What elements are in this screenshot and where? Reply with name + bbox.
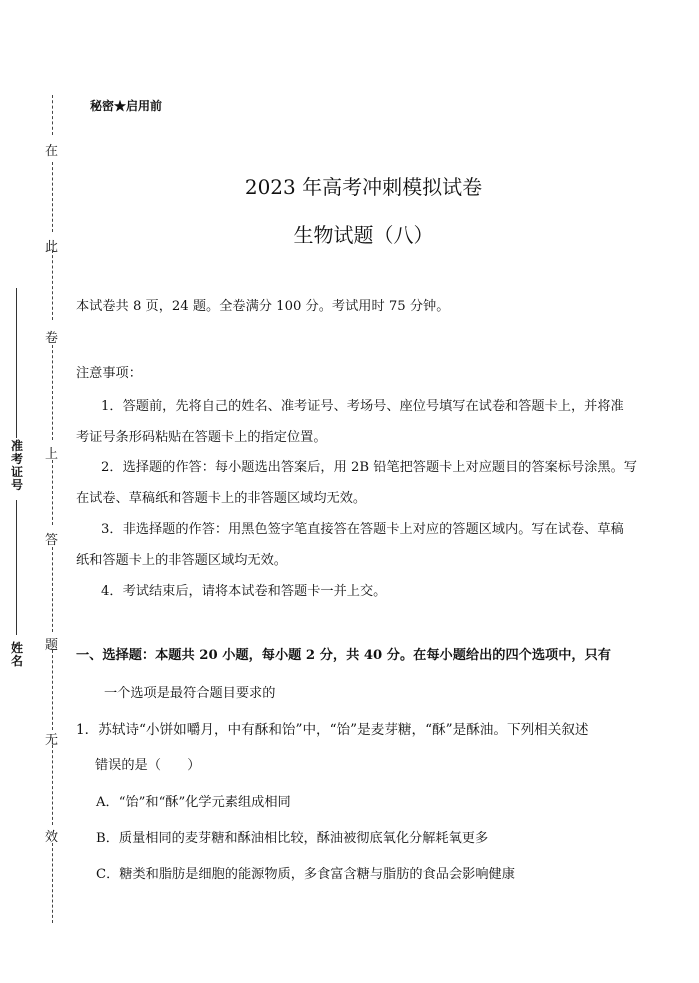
notice-item-3: 3．非选择题的作答：用黑色签字笔直接答在答题卡上对应的答题区域内。写在试卷、草稿 (101, 522, 624, 537)
exam-subtitle: 生物试题（八） (293, 223, 434, 247)
notice-item-2: 2．选择题的作答：每小题选出答案后，用 2B 铅笔把答题卡上对应题目的答案标号涂黑。写 (101, 460, 637, 475)
seal-line (52, 547, 53, 632)
seal-char: 卷 (45, 331, 59, 346)
seal-char: 题 (45, 638, 59, 653)
exam-title: 2023 年高考冲刺模拟试卷 (244, 175, 483, 199)
notice-heading: 注意事项： (76, 366, 142, 381)
seal-line (52, 745, 53, 825)
seal-char: 效 (45, 830, 59, 845)
secret-mark: 秘密★启用前 (90, 99, 163, 113)
seal-char: 此 (45, 240, 59, 255)
exam-number-label: 准 考 证 号 (10, 439, 23, 492)
section-heading-cont: 一个选项是最符合题目要求的 (104, 686, 276, 701)
seal-line (52, 345, 53, 440)
seal-char: 在 (45, 144, 59, 159)
option-c: C．糖类和脂肪是细胞的能源物质，多食富含糖与脂肪的食品会影响健康 (96, 867, 515, 882)
seal-char: 上 (45, 447, 59, 462)
seal-line-top (52, 95, 53, 135)
question-1-stem: 1．苏轼诗“小饼如嚼月，中有酥和饴”中，“饴”是麦芽糖，“酥”是酥油。下列相关叙述 (76, 722, 589, 738)
option-b: B．质量相同的麦芽糖和酥油相比较，酥油被彻底氧化分解耗氧更多 (96, 831, 489, 846)
seal-line (52, 650, 53, 730)
exam-number-rule (16, 288, 17, 438)
seal-char: 答 (45, 533, 59, 548)
option-a: A．“饴”和“酥”化学元素组成相同 (96, 795, 291, 810)
name-rule (16, 500, 17, 635)
name-label: 姓 名 (10, 641, 23, 668)
seal-line (52, 843, 53, 923)
seal-line (52, 250, 53, 320)
notice-item-2-cont: 在试卷、草稿纸和答题卡上的非答题区域均无效。 (76, 491, 367, 506)
question-1-stem-cont: 错误的是（ ） (95, 758, 201, 773)
notice-item-1: 1．答题前，先将自己的姓名、准考证号、考场号、座位号填写在试卷和答题卡上，并将准 (101, 399, 624, 414)
section-heading: 一、选择题：本题共 20 小题，每小题 2 分，共 40 分。在每小题给出的四个选项中，只有 (76, 648, 611, 663)
seal-char: 无 (45, 733, 59, 748)
seal-line (52, 460, 53, 525)
notice-item-3-cont: 纸和答题卡上的非答题区域均无效。 (76, 553, 287, 568)
notice-item-4: 4．考试结束后，请将本试卷和答题卡一并上交。 (101, 584, 387, 599)
notice-item-1-cont: 考证号条形码粘贴在答题卡上的指定位置。 (76, 430, 327, 445)
exam-info: 本试卷共 8 页，24 题。全卷满分 100 分。考试用时 75 分钟。 (76, 299, 450, 314)
